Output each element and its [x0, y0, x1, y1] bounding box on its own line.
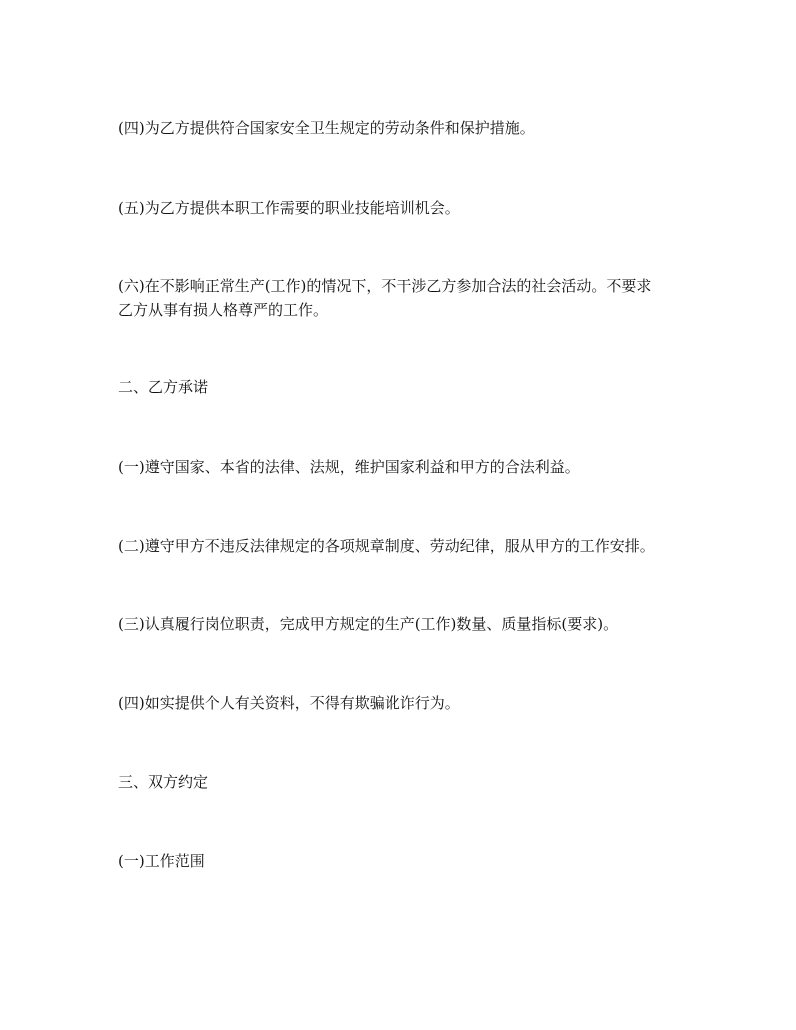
- text-line: (三)认真履行岗位职责，完成甲方规定的生产(工作)数量、质量指标(要求)。: [118, 615, 619, 633]
- text-line: (六)在不影响正常生产(工作)的情况下，不干涉乙方参加合法的社会活动。不要求: [118, 277, 652, 295]
- clause-party-a-5: [118, 196, 698, 220]
- clause-party-a-6: [118, 274, 698, 322]
- clause-mutual-1: [118, 849, 698, 873]
- text-line: (四)如实提供个人有关资料，不得有欺骗讹诈行为。: [118, 694, 460, 712]
- clause-party-b-4: [118, 691, 698, 715]
- heading-text: 二、乙方承诺: [118, 378, 209, 396]
- text-line: (四)为乙方提供符合国家安全卫生规定的劳动条件和保护措施。: [118, 119, 535, 137]
- section-heading-mutual-agreement: [118, 770, 698, 794]
- clause-party-b-1: [118, 455, 698, 479]
- heading-text: 三、双方约定: [118, 773, 209, 791]
- text-line: (五)为乙方提供本职工作需要的职业技能培训机会。: [118, 199, 460, 217]
- section-heading-party-b-commitments: [118, 375, 698, 399]
- text-line: (一)工作范围: [118, 852, 205, 870]
- clause-party-a-4: [118, 116, 698, 140]
- clause-party-b-3: [118, 612, 698, 636]
- text-line: 乙方从事有损人格尊严的工作。: [118, 301, 329, 319]
- text-line: (一)遵守国家、本省的法律、法规，维护国家利益和甲方的合法利益。: [118, 458, 580, 476]
- text-line: (二)遵守甲方不违反法律规定的各项规章制度、劳动纪律，服从甲方的工作安排。: [118, 537, 655, 555]
- clause-party-b-2: [118, 534, 698, 558]
